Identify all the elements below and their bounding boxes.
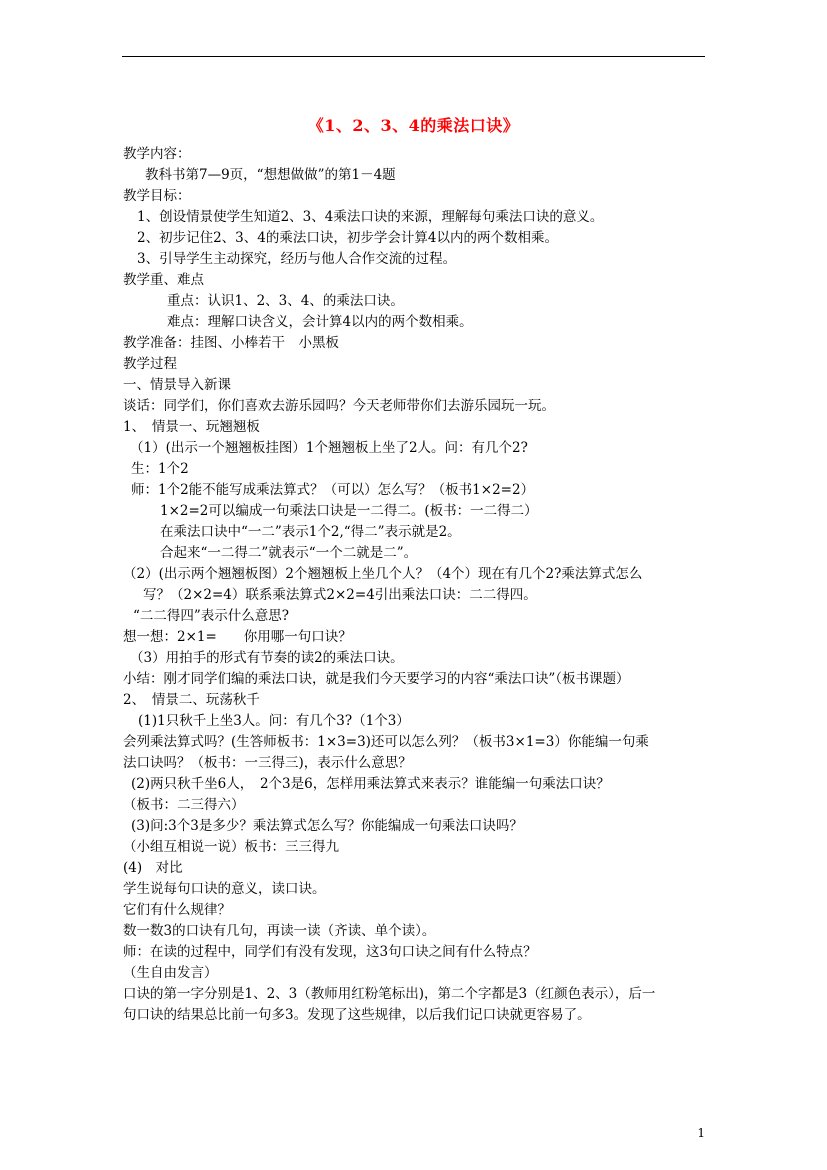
text-line: 想一想：2×1= 你用哪一句口诀？ [123,629,352,645]
text-line: 学生说每句口诀的意义，读口诀。 [123,881,326,897]
text-line: 在乘法口诀中“一二”表示1个2,“得二”表示就是2。 [160,524,461,540]
text-line: （生自由发言） [123,965,218,981]
text-line: 句口诀的结果总比前一句多3。发现了这些规律，以后我们记口诀就更容易了。 [123,1007,591,1023]
text-line: 小结：刚才同学们编的乘法口诀，就是我们今天要学习的内容“乘法口诀”（板书课题） [123,671,630,687]
text-line: 口诀的第一字分别是1、2、3（教师用红粉笔标出)，第二个字都是3（红颜色表示），后一 [123,986,656,1002]
text-line: （板书：二三得六） [123,797,245,813]
text-line: （2）(出示两个翘翘板图）2个翘翘板上坐几个人？（4个）现在有几个2?乘法算式怎么 [123,566,643,582]
text-line: 2、初步记住2、3、4的乘法口诀，初步学会计算4以内的两个数相乘。 [137,230,558,246]
text-line: 1、创设情景使学生知道2、3、4乘法口诀的来源，理解每句乘法口诀的意义。 [137,209,604,225]
text-line: 它们有什么规律？ [123,902,231,918]
text-line: 谈话：同学们，你们喜欢去游乐园吗？今天老师带你们去游乐园玩一玩。 [123,398,555,414]
text-line: 会列乘法算式吗？(生答师板书：1×3=3)还可以怎么列？（板书3×1=3）你能编一句乘 [123,734,649,750]
text-line: 生：1个2 [131,461,189,477]
text-line: 一、情景导入新课 [123,377,231,393]
text-line: 师：在读的过程中，同学们有没有发现，这3句口诀之间有什么特点？ [123,944,537,960]
text-line: 难点：理解口诀含义，会计算4以内的两个数相乘。 [167,314,473,330]
text-line: “二二得四”表示什么意思? [133,608,290,624]
text-line: 数一数3的口诀有几句，再读一读（齐读、单个读）。 [123,923,436,939]
text-line: (3)问:3个3是多少？乘法算式怎么写？你能编成一句乘法口诀吗？ [131,818,523,834]
text-line: 3、引导学生主动探究，经历与他人合作交流的过程。 [137,251,457,267]
text-line: （3）用拍手的形式有节奏的读2的乘法口诀。 [130,650,404,666]
text-line: (4) 对比 [123,860,183,876]
page-number: 1 [697,1126,705,1140]
text-line: 法口诀吗？（板书：一三得三)，表示什么意思？ [123,755,412,771]
text-line: 教科书第7—9页，“想想做做”的第1－4题 [145,167,396,183]
text-line: 重点：认识1、2、3、4、的乘法口诀。 [167,293,404,309]
document-title: 《1、2、3、4的乘法口诀》 [307,116,520,135]
text-line: 教学过程 [123,356,177,372]
text-line: (2)两只秋千坐6人， 2个3是6，怎样用乘法算式来表示？谁能编一句乘法口诀？ [131,776,610,792]
text-line: 1、 情景一、玩翘翘板 [123,419,260,435]
header-rule [122,56,705,57]
text-line: 教学重、难点 [123,272,204,288]
text-line: 写？（2×2=4）联系乘法算式2×2=4引出乘法口诀：二二得四。 [143,587,537,603]
text-line: 教学准备：挂图、小棒若干 小黑板 [123,335,339,351]
text-line: (1)1只秋千上坐3人。问：有几个3?（1个3） [138,713,410,729]
text-line: （1）(出示一个翘翘板挂图）1个翘翘板上坐了2人。问：有几个2? [130,440,528,456]
text-line: （小组互相说一说）板书：三三得九 [123,839,339,855]
text-line: 2、 情景二、玩荡秋千 [123,692,260,708]
text-line: 教学目标： [123,188,191,204]
text-line: 教学内容： [123,146,191,162]
text-line: 师：1个2能不能写成乘法算式？（可以）怎么写？（板书1×2=2） [131,482,535,498]
text-line: 合起来“一二得二”就表示“一个二就是二”。 [160,545,418,561]
text-line: 1×2=2可以编成一句乘法口诀是一二得二。(板书：一二得二） [160,503,538,519]
